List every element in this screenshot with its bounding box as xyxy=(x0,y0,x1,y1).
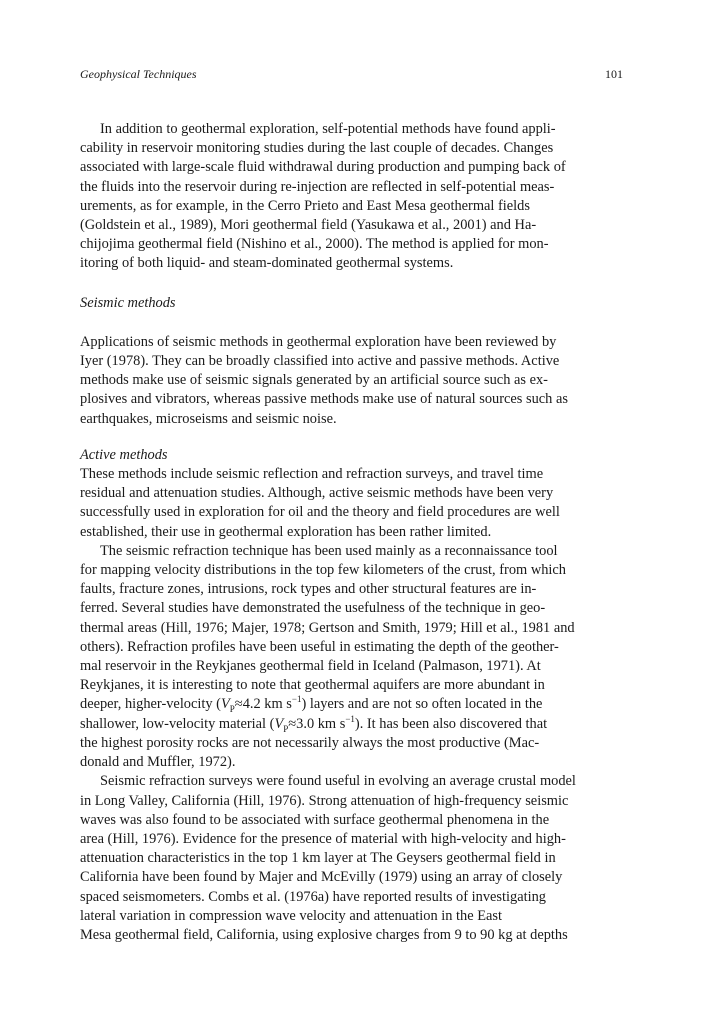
subsection-heading: Active methods xyxy=(80,446,168,463)
velocity-symbol: V xyxy=(274,715,284,732)
velocity-symbol: V xyxy=(220,696,230,713)
book-page xyxy=(80,66,623,945)
velocity-value: ≈3.0 km s xyxy=(288,715,346,732)
paragraph-active-methods: These methods include seismic reflection and refraction surveys, and travel time residual and attenuation studies. Although, active seismic methods have been very successfully used in exploration for oil and the theory and field procedures are well established, their use in geothermal exploration has been rather limited. xyxy=(80,466,560,540)
paragraph-refraction xyxy=(80,542,623,772)
paragraph-long-valley: Seismic refraction surveys were found useful in evolving an average crustal model in Long Valley, California (Hill, 1976). Strong attenuation of high-frequency seismic waves was also found to be associated with surface geothermal phenomena in the area (Hill, 1976). Evidence for the presence of material with high-velocity and high- attenuation characteristics in the top 1 km layer at The Geysers geothermal field in California have been found by Majer and McEvilly (1979) using an array of closely spaced seismometers. Combs et al. (1976a) have reported results of investigating lateral variation in compression wave velocity and attenuation in the East Mesa geothermal field, California, using explosive charges from 9 to 90 kg at depths xyxy=(80,773,576,943)
section-heading: Seismic methods xyxy=(80,294,176,311)
paragraph-refraction-text-1: The seismic refraction technique has been used mainly as a reconnaissance tool for mapping velocity distributions in the top few kilometers of the crust, from which faults, fracture zones, intrusions, rock types and other structural features are in- ferred. Several studies have demonstrated the usefulness of the technique in geo- thermal areas (Hill, 1976; Majer, 1978; Gertson and Smith, 1979; Hill et al., 1981 and others). Refraction profiles have been useful in estimating the depth of the geother- mal reservoir in the Reykjanes geothermal field in Iceland (Palmason, 1971). At Reykjanes, it is interesting to note that geothermal aquifers are more abundant in deeper, higher-velocity ( xyxy=(80,542,575,713)
velocity-unit-exponent: −1 xyxy=(345,713,355,724)
velocity-subscript: P xyxy=(229,704,235,715)
running-head-title: Geophysical Techniques xyxy=(80,67,197,81)
paragraph-refraction-text-3: ). It has been also discovered that the highest porosity rocks are not necessarily always the most productive (Mac- donald and Muffler, 1972). xyxy=(80,715,548,771)
velocity-unit-exponent: −1 xyxy=(291,694,302,705)
paragraph-refraction-text-2: ) layers and are not so often located in the shallower, low-velocity material ( xyxy=(80,696,543,732)
paragraph-self-potential: In addition to geothermal exploration, self-potential methods have found appli- cability in reservoir monitoring studies during the last couple of decades. Changes associated with large-scale fluid withdrawal during production and pumping back of the fluids into the reservoir during re-injection are reflected in self-potential meas- urements, as for example, in the Cerro Prieto and East Mesa geothermal fields (Goldstein et al., 1989), Mori geothermal field (Yasukawa et al., 2001) and Ha- chijojima geothermal field (Nishino et al., 2000). The method is applied for mon- itoring of both liquid- and steam-dominated geothermal systems. xyxy=(80,121,566,272)
velocity-subscript: P xyxy=(283,723,289,734)
page-number: 101 xyxy=(605,67,623,81)
paragraph-seismic-intro: Applications of seismic methods in geothermal exploration have been reviewed by Iyer (1978). They can be broadly classified into active and passive methods. Active methods make use of seismic signals generated by an artificial source such as ex- plosives and vibrators, whereas passive methods make use of natural sources such as earthquakes, microseisms and seismic noise. xyxy=(80,333,568,427)
velocity-value: ≈4.2 km s xyxy=(234,696,292,713)
running-head xyxy=(80,66,623,82)
